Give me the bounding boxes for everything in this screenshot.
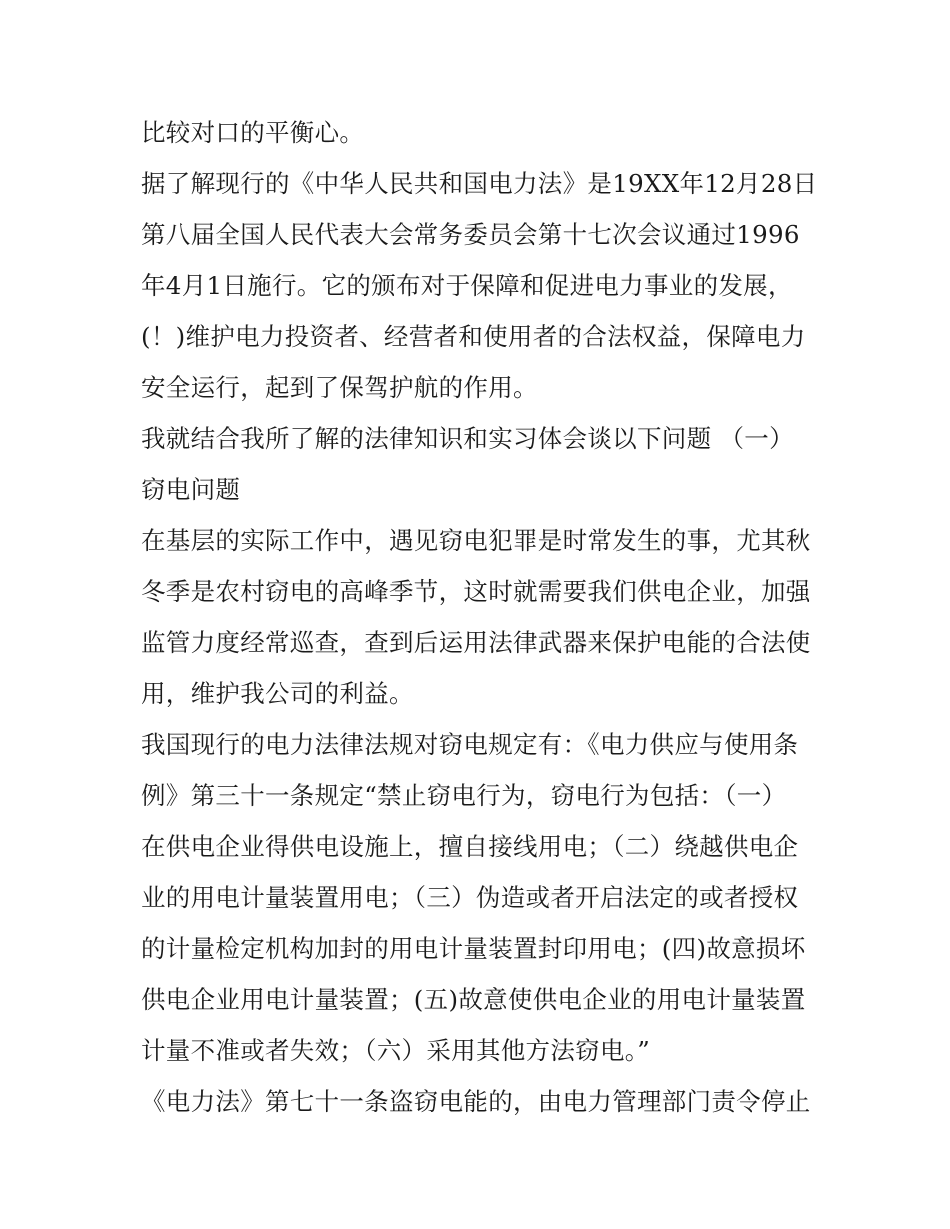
text-line: 的计量检定机构加封的用电计量装置封印用电；(四)故意损坏 — [141, 934, 806, 963]
text-line: 供电企业用电计量装置；(五)故意使供电企业的用电计量装置 — [141, 985, 806, 1014]
section-heading: 窃电问题 — [141, 475, 241, 504]
text-line: 计量不准或者失效；（六）采用其他方法窃电。” — [141, 1036, 651, 1065]
document-body — [141, 107, 821, 1127]
text-line: 第八届全国人民代表大会常务委员会第十七次会议通过1996 — [141, 220, 800, 249]
text-line: 安全运行，起到了保驾护航的作用。 — [141, 373, 538, 402]
text-line: 我国现行的电力法律法规对窃电规定有：《电力供应与使用条 — [141, 730, 799, 759]
text-line: 用，维护我公司的利益。 — [141, 679, 414, 708]
text-line: 年4月1日施行。它的颁布对于保障和促进电力事业的发展， — [141, 271, 793, 300]
text-line: 监管力度经常巡查，查到后运用法律武器来保护电能的合法使 — [141, 628, 811, 657]
text-line: 业的用电计量装置用电；（三）伪造或者开启法定的或者授权 — [141, 883, 799, 912]
text-line: 在供电企业得供电设施上，擅自接线用电；（二）绕越供电企 — [141, 832, 799, 861]
text-line: 在基层的实际工作中，遇见窃电犯罪是时常发生的事，尤其秋 — [141, 526, 811, 555]
text-line: 冬季是农村窃电的高峰季节，这时就需要我们供电企业，加强 — [141, 577, 811, 606]
text-line: (！)维护电力投资者、经营者和使用者的合法权益，保障电力 — [141, 322, 806, 351]
text-line: 《电力法》第七十一条盗窃电能的，由电力管理部门责令停止 — [141, 1087, 811, 1116]
text-line: 据了解现行的《中华人民共和国电力法》是19XX年12月28日 — [141, 169, 818, 198]
text-line: 例》第三十一条规定“禁止窃电行为，窃电行为包括：（一） — [141, 781, 787, 810]
text-line: 比较对口的平衡心。 — [141, 118, 365, 147]
text-line: 我就结合我所了解的法律知识和实习体会谈以下问题 （一） — [141, 424, 794, 453]
